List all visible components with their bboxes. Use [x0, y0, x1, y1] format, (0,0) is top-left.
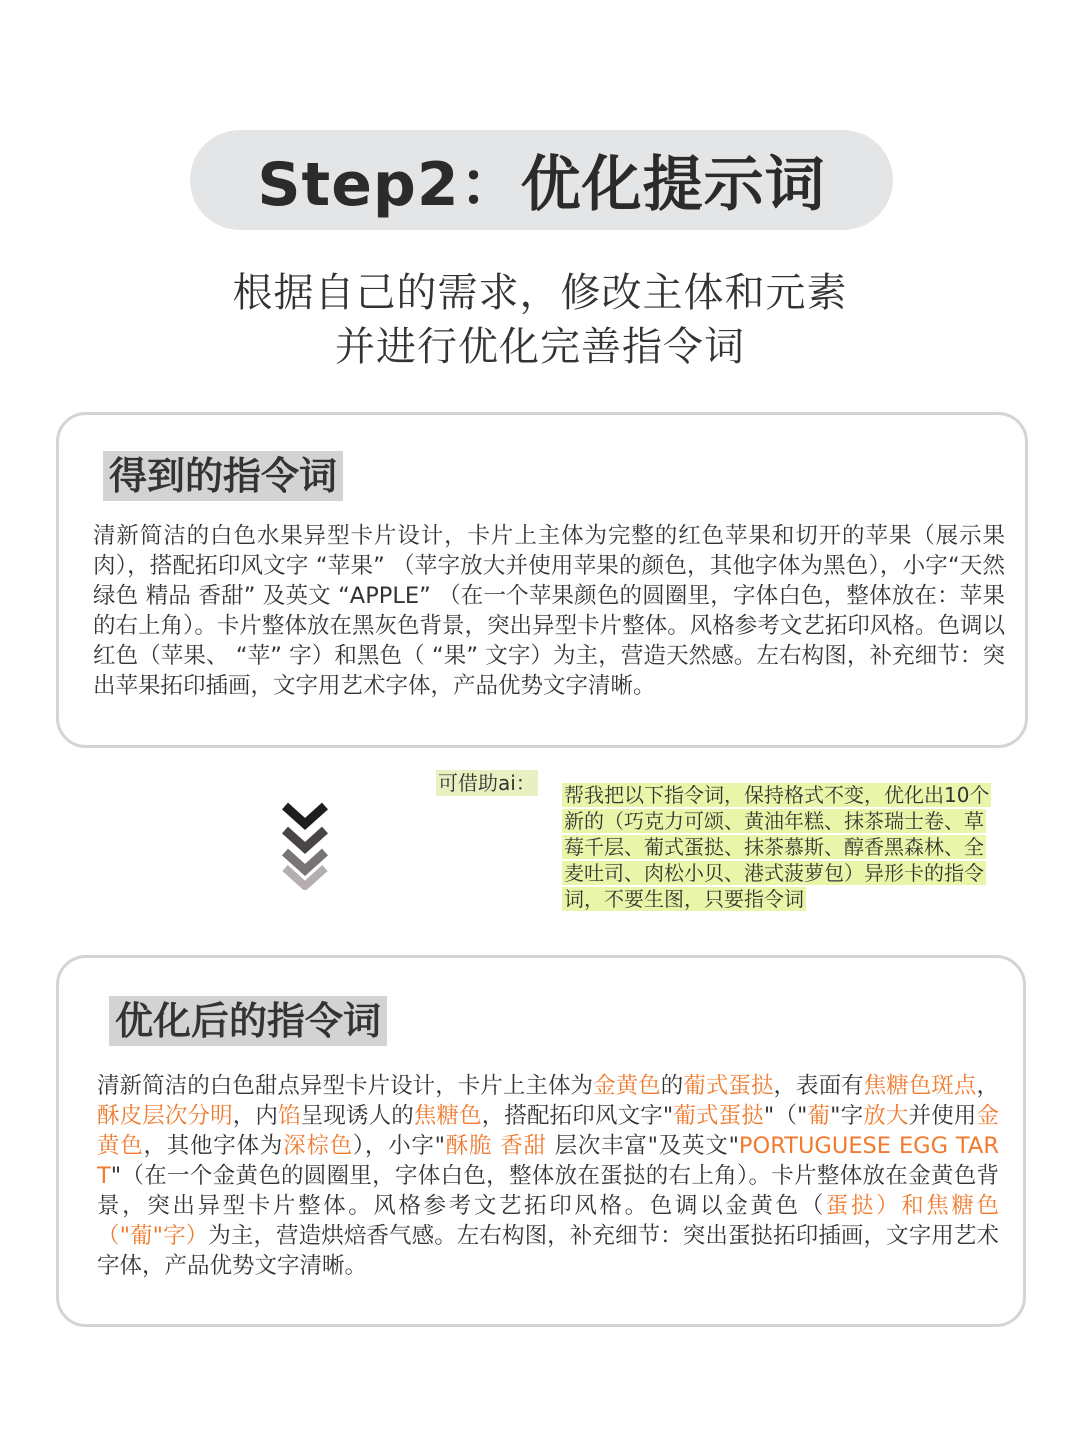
highlighted-keyword: 酥脆 香甜 [445, 1133, 547, 1159]
highlighted-keyword: 酥皮层次分明 [97, 1103, 233, 1129]
prompt-segment: 并使用 [908, 1103, 977, 1129]
chevron-middle-icon [285, 830, 325, 848]
highlighted-keyword: 金黄色 [97, 1103, 999, 1159]
prompt-segment: ，搭配拓印风文字" [481, 1103, 674, 1129]
prompt-segment: "（" [763, 1103, 808, 1129]
original-prompt-text: 清新简洁的白色水果异型卡片设计，卡片上主体为完整的红色苹果和切开的苹果（展示果肉），搭配拓印风文字 “苹果” （苹字放大并使用苹果的颜色，其他字体为黑色），小字“天然 绿色 精品 香甜” 及英文 “APPLE” （在一个苹果颜色的圆圈里，字体白色，整体放在：苹果的右上角）。卡片整体放在黑灰色背景，突出异型卡片整体。风格参考文艺拓印风格。色调以红色（苹果、 “苹” 字）和黑色（ “果” 文字）为主，营造天然感。左右构图，补充细节：突出苹果拓印插画，文字用艺术字体，产品优势文字清晰。 [93, 523, 1005, 699]
subtitle-line-1: 根据自己的需求，修改主体和元素 [232, 270, 848, 316]
chevron-top-icon [285, 806, 325, 824]
highlighted-keyword: 焦糖色 [413, 1103, 482, 1129]
page-title: Step2：优化提示词 [257, 150, 826, 220]
original-prompt-card [56, 412, 1028, 748]
prompt-segment: ，表面有 [773, 1073, 864, 1099]
prompt-segment: "字 [830, 1103, 864, 1129]
title-pill [190, 130, 893, 230]
prompt-segment: 层次丰富"及英文" [546, 1133, 739, 1159]
highlighted-keyword: 金黄色 [593, 1073, 661, 1099]
ai-hint-label: 可借助ai： [438, 771, 536, 795]
highlighted-keyword: 葡 [807, 1103, 831, 1129]
optimized-prompt-text [97, 1071, 999, 1281]
highlighted-keyword: 馅 [278, 1103, 301, 1129]
prompt-segment: ， [976, 1073, 999, 1099]
highlighted-keyword: 放大 [863, 1103, 909, 1129]
highlighted-keyword: 深棕色 [283, 1133, 353, 1159]
prompt-segment: ，内 [232, 1103, 279, 1129]
prompt-segment: 清新简洁的白色甜点异型卡片设计，卡片上主体为 [97, 1073, 594, 1099]
prompt-segment: 呈现诱人的 [300, 1103, 414, 1129]
highlighted-keyword: 葡式蛋挞 [683, 1073, 774, 1099]
chevron-lower-icon [285, 852, 325, 870]
optimized-prompt-heading: 优化后的指令词 [109, 996, 387, 1046]
highlighted-keyword: 蛋挞）和焦糖色（"葡"字） [97, 1193, 999, 1249]
prompt-segment: ，其他字体为 [143, 1133, 284, 1159]
ai-hint-prompt [562, 782, 1002, 912]
subtitle-line-2: 并进行优化完善指令词 [335, 324, 745, 370]
original-prompt-heading: 得到的指令词 [103, 451, 343, 501]
highlighted-keyword: 葡式蛋挞 [673, 1103, 764, 1129]
prompt-segment: "（在一个金黄色的圆圈里，字体白色，整体放在蛋挞的右上角）。卡片整体放在金黄色背景，突出异型卡片整体。风格参考文艺拓印风格。色调以金黄色（ [97, 1163, 999, 1219]
prompt-segment: 的 [660, 1073, 684, 1099]
prompt-segment: ），小字" [352, 1133, 446, 1159]
optimized-prompt-card [56, 955, 1026, 1327]
ai-hint-prompt-text: 帮我把以下指令词，保持格式不变，优化出10个新的（巧克力可颂、黄油年糕、抹茶瑞士卷、草莓千层、葡式蛋挞、抹茶慕斯、醇香黑森林、全麦吐司、肉松小贝、港式菠萝包）异形卡的指令词，不要生图，只要指令词 [564, 783, 990, 911]
prompt-segment: 为主，营造烘焙香气感。左右构图，补充细节：突出蛋挞拓印插画，文字用艺术字体，产品优势文字清晰。 [97, 1223, 999, 1279]
subtitle [0, 266, 1080, 374]
highlighted-keyword: PORTUGUESE EGG TART [97, 1133, 999, 1189]
highlighted-keyword: 焦糖色斑点 [863, 1073, 977, 1099]
chevron-down-stack-icon [281, 800, 329, 890]
